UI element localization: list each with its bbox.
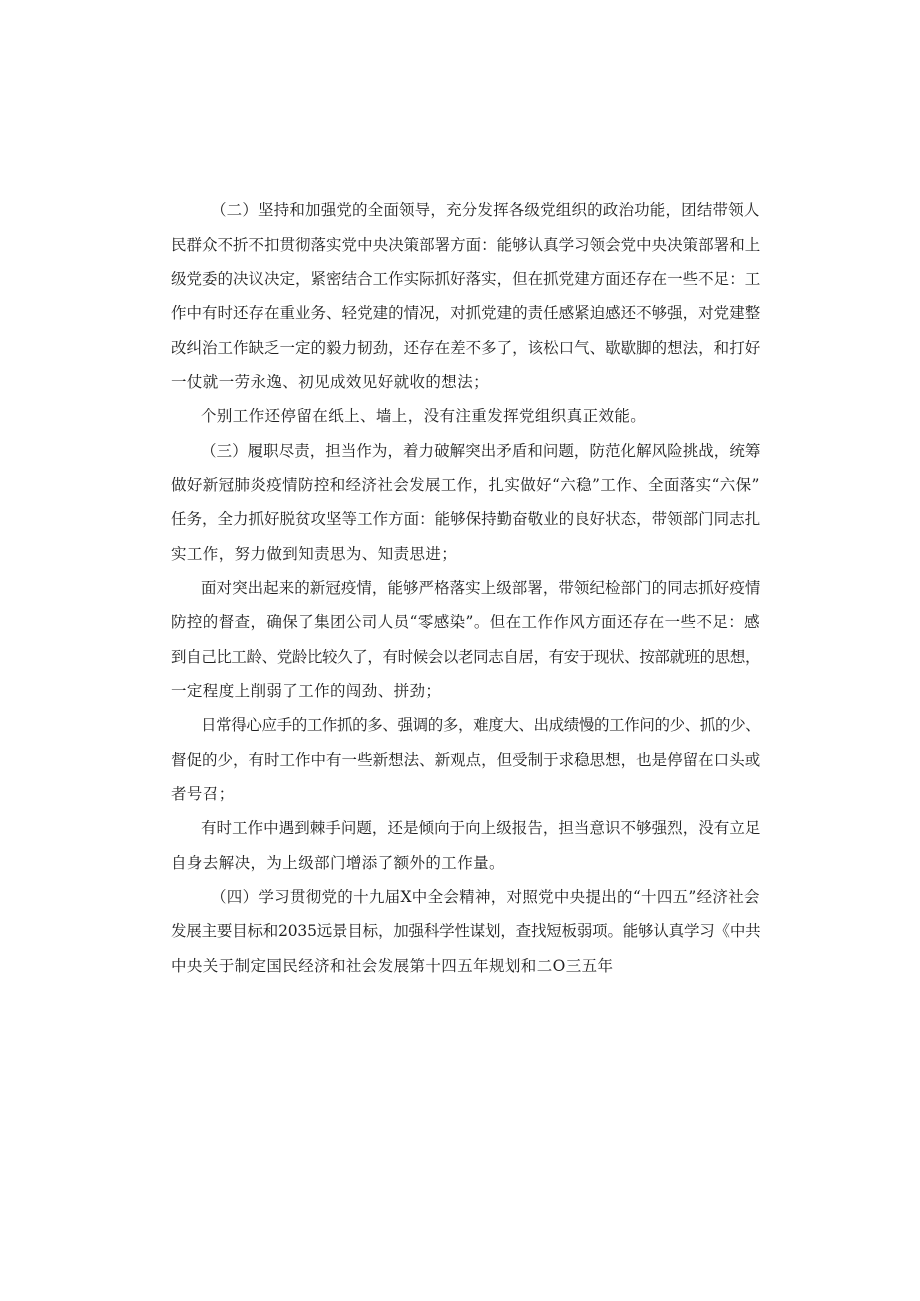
text-line: 日常得心应手的工作抓的多、强调的多，难度大、出成绩慢的工作问的少、抓的少、 [201, 716, 761, 734]
text-line: （四）学习贯彻党的十九届X中全会精神，对照党中央提出的“十四五”经济社会 [211, 888, 760, 906]
text-line: 实工作，努力做到知责思为、知责思进； [171, 545, 458, 563]
text-line: 发展主要目标和2035远景目标，加强科学性谋划，查找短板弱项。能够认真学习《中共 [171, 922, 761, 940]
text-line: 改纠治工作缺乏一定的毅力韧劲，还存在差不多了，该松口气、歇歇脚的想法，和打好 [171, 339, 761, 357]
text-line: 防控的督查，确保了集团公司人员“零感染”。但在工作作风方面还存在一些不足：感 [171, 613, 761, 631]
text-line: 自身去解决，为上级部门增添了额外的工作量。 [171, 854, 505, 872]
text-line: 做好新冠肺炎疫情防控和经济社会发展工作，扎实做好“六稳”工作、全面落实“六保” [171, 476, 760, 494]
text-line: 面对突出起来的新冠疫情，能够严格落实上级部署，带领纪检部门的同志抓好疫情 [201, 579, 761, 597]
text-line: 者号召； [171, 785, 235, 803]
text-line: （三）履职尽责，担当作为，着力破解突出矛盾和问题，防范化解风险挑战，统筹 [201, 442, 761, 460]
text-line: 任务，全力抓好脱贫攻坚等工作方面：能够保持勤奋敬业的良好状态，带领部门同志扎 [171, 510, 761, 528]
text-line: 一仗就一劳永逸、初见成效见好就收的想法； [171, 373, 490, 391]
text-line: 民群众不折不扣贯彻落实党中央决策部署方面：能够认真学习领会党中央决策部署和上 [171, 236, 761, 254]
text-line: 级党委的决议决定，紧密结合工作实际抓好落实，但在抓党建方面还存在一些不足：工 [171, 270, 761, 288]
text-line: 到自己比工龄、党龄比较久了，有时候会以老同志自居，有安于现状、按部就班的思想， [171, 648, 761, 666]
text-line: 作中有时还存在重业务、轻党建的情况，对抓党建的责任感紧迫感还不够强，对党建整 [171, 304, 761, 322]
text-line: 一定程度上削弱了工作的闯劲、拼劲； [171, 682, 442, 700]
text-line: 个别工作还停留在纸上、墙上，没有注重发挥党组织真正效能。 [201, 407, 647, 425]
text-line: 有时工作中遇到棘手问题，还是倾向于向上级报告，担当意识不够强烈，没有立足 [201, 819, 761, 837]
text-line: 中央关于制定国民经济和社会发展第十四五年规划和二O三五年 [171, 957, 614, 975]
text-line: 督促的少，有时工作中有一些新想法、新观点，但受制于求稳思想，也是停留在口头或 [171, 751, 761, 769]
text-line: （二）坚持和加强党的全面领导，充分发挥各级党组织的政治功能，团结带领人 [211, 201, 760, 219]
